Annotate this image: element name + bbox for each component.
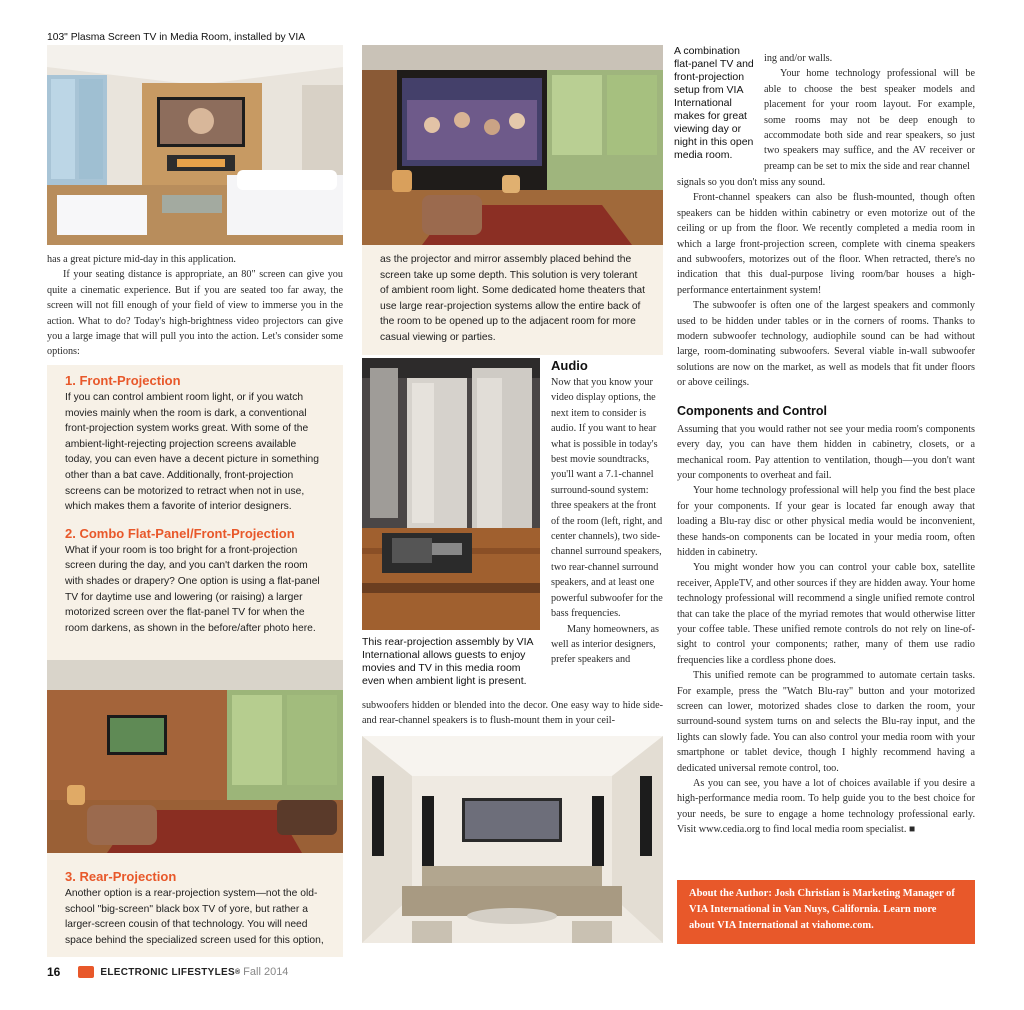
photo-combo-projection-room	[362, 45, 663, 245]
sidebar-heading-rear-projection: 3. Rear-Projection	[65, 869, 177, 884]
col4-paragraph-2: Your home technology professional will be able to choose the best speaker models and placement for your room layout. For example, some rooms may not be deep enough to accommodate both side and rear speakers, so just two speakers may suffice, and the AV receiver or preamp can be set to mix the side and rear channel	[764, 68, 975, 172]
photo-living-room-plasma	[47, 45, 343, 245]
col4-paragraph-1: ing and/or walls.	[764, 53, 833, 64]
page-number: 16	[47, 965, 61, 979]
sidebar-rear-projection	[47, 853, 343, 957]
issue-date: Fall 2014	[243, 966, 289, 978]
magazine-name: ELECTRONIC LIFESTYLES	[100, 966, 235, 978]
photo-rear-projection-assembly	[362, 358, 540, 630]
sidebar-heading-combo: 2. Combo Flat-Panel/Front-Projection	[65, 525, 295, 541]
col4-main-body	[677, 175, 975, 838]
sidebar-text-front-projection: If you can control ambient room light, or if you watch movies mainly when the room is dark, a conventional front-projection system works great. With some of the ambient-light-rejecting projection screens available today, you can even have a decent picture in something other than a bat cave. Additionally, front-projection screens can be motorized to retract when not in use, which makes them a favorite of interior designers.	[65, 392, 319, 513]
photo-dedicated-theater	[362, 736, 663, 943]
components-heading: Components and Control	[677, 403, 827, 418]
page-footer	[47, 963, 447, 981]
col4-paragraph-4: The subwoofer is often one of the largest speakers and commonly used to be hidden under tables or in the corners of rooms. Thanks to modern subwoofer technology, audiophile sound can be had without large, room-dominating subwoofers. Several viable in-wall subwoofer solutions are now on the market, as well as models that fit under floors or above ceilings.	[677, 300, 975, 389]
sidebar-heading-front-projection: 1. Front-Projection	[65, 373, 181, 388]
sidebar-text-combo: What if your room is too bright for a front-projection screen during the day, and you can't darken the room with shades or drapery? One option is using a flat-panel TV for daytime use and lowering (or raising) a larger motorized screen over the flat-panel TV for when the room darkens, as shown in the before/after photo here.	[65, 544, 320, 634]
magazine-logo-icon	[78, 966, 94, 978]
audio-paragraph-2: Many homeowners, as well as interior designers, prefer speakers and	[551, 623, 659, 666]
col4-paragraph-5: Assuming that you would rather not see your media room's components every day, you can have them hidden in cabinetry, closets, or a mechanical room. Pay attention to ventilation, though—you don't want your components to overheat and fail.	[677, 423, 975, 481]
sidebar-text-rear-projection: Another option is a rear-projection system—not the old-school "big-screen" black box TV of yore, but rather a larger-screen cousin of that technology. You will need space behind the specialized screen used for this option,	[65, 888, 324, 946]
sidebar-rear-projection-continued	[362, 245, 663, 355]
col1-paragraph-1: has a great picture mid-day in this application.	[47, 254, 236, 265]
col4-upper-body	[764, 51, 975, 174]
author-box: About the Author: Josh Christian is Marketing Manager of VIA International in Van Nuys, California. Learn more about VIA International at viahome.com.	[677, 880, 975, 944]
col4-paragraph-3: Front-channel speakers can also be flush-mounted, though often speakers can be hidden within cabinetry or even motorize out of the ceiling or up from the floor. We recently completed a media room in which a large front-projection screen, complete with cinema speakers and subwoofers, motorizes out of the floor. When retracted, there's no indication that this dual-purpose living room/bar houses a high-performance entertainment system!	[677, 192, 975, 296]
col4-paragraph-2-cont: signals so you don't miss any sound.	[677, 177, 826, 188]
audio-heading: Audio	[551, 358, 588, 373]
audio-section	[551, 358, 663, 668]
photo-caption-combo: A combination flat-panel TV and front-projection setup from VIA International makes for great viewing day or night in this open media room.	[674, 45, 754, 161]
col4-paragraph-7: You might wonder how you can control your cable box, satellite receiver, AppleTV, and other sources if they are hidden away. Your home technology professional will recommend a single unified remote control that can take the place of the myriad remotes that would otherwise litter your coffee table. These unified remote controls do not rely on line-of-sight to control your components; rather, many of them use radio frequencies like a cordless phone does.	[677, 562, 975, 666]
sidebar-text-rear-projection-cont: as the projector and mirror assembly placed behind the screen take up some depth. This solution is very tolerant of ambient room light. Some dedicated home theaters that use large rear-projection systems allow the entire back of the room to be opened up to the adjacent room for more casual viewing or parties.	[380, 254, 646, 343]
col4-paragraph-9: As you can see, you have a lot of choices available if you desire a high-performance media room. To help guide you to the best choice for your needs, be sure to engage a home technology professional early. Visit www.cedia.org to find local media room specialist. ■	[677, 778, 975, 836]
col1-paragraph-2: If your seating distance is appropriate, an 80" screen can give you quite a cinematic experience. But if you are seated too far away, the screen will not fill enough of your field of view to immerse you in the action. What to do? Today's high-brightness video projectors can give you a large image that will pull you into the action. Let's consider some options:	[47, 269, 343, 358]
audio-paragraph-1: Now that you know your video display options, the next item to consider is audio. If you want to hear what is possible in today's best movie soundtracks, you'll want a 7.1-channel surround-sound system: three speakers at the front of the room (left, right, and center channels), two side-channel surround speakers, two rear-channel surround speakers, and at least one powerful subwoofer for the bass frequencies.	[551, 377, 663, 620]
col1-body	[47, 252, 343, 360]
photo-caption-plasma: 103" Plasma Screen TV in Media Room, installed by VIA	[47, 32, 305, 43]
registered-mark: ®	[235, 968, 241, 976]
sidebar-projection-options	[47, 365, 343, 660]
col4-paragraph-8: This unified remote can be programmed to automate certain tasks. For example, press the "Watch Blu-ray" button and your motorized screen can lower, motorized shades close to darken the room, your surround-sound system turns on and selects the Blu-ray input, and the lights can slowly fade. You can also control your media room with your smartphone or tablet device, though I highly recommend having a dedicated universal remote control, too.	[677, 670, 975, 774]
audio-paragraph-2-continued	[362, 698, 663, 729]
col4-paragraph-6: Your home technology professional will help you find the best place for your components. If your gear is located far enough away that loading a Blu-ray disc or other physical media would be inconvenient, these hands-on components can be located in your media room, often hidden in cabinetry.	[677, 485, 975, 558]
photo-combo-room-flat-panel	[47, 660, 343, 853]
audio-paragraph-2-cont-text: subwoofers hidden or blended into the decor. One easy way to hide side- and rear-channel speakers is to flush-mount them in your ceil-	[362, 700, 663, 727]
photo-caption-rear-projection: This rear-projection assembly by VIA International allows guests to enjoy movies and TV in this media room even when ambient light is present.	[362, 636, 533, 687]
